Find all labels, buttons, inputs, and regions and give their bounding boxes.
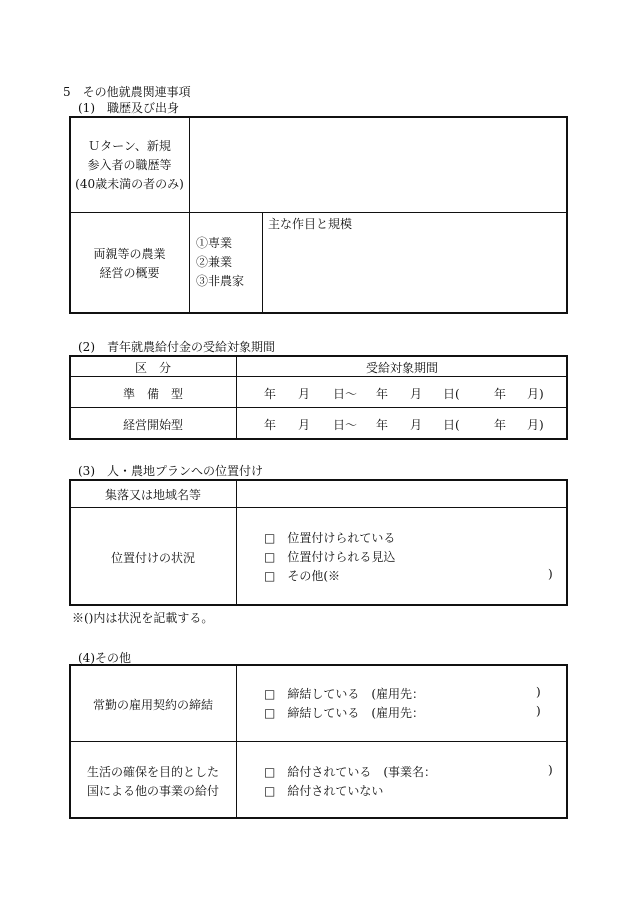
- check-other[interactable]: □ その他(※: [264, 569, 341, 583]
- main-crops-label: 主な作目と規模: [268, 217, 353, 231]
- plan-other-close: ): [548, 567, 553, 581]
- benefit-close: ): [548, 763, 553, 777]
- period-1-year: 年: [264, 387, 277, 401]
- period-2-duration-month: 月): [527, 418, 544, 432]
- career-table-divider: [189, 117, 190, 313]
- period-1-day-to: 日(: [443, 387, 460, 401]
- subsection-2-title: (2) 青年就農給付金の受給対象期間: [78, 340, 275, 354]
- career-table-inner-divider: [262, 212, 263, 313]
- period-2-year-to: 年: [376, 418, 389, 432]
- period-header-category: 区 分: [134, 361, 171, 375]
- employment-close-1: ): [536, 685, 541, 699]
- plan-table-divider: [236, 480, 237, 605]
- period-2-day-to: 日(: [443, 418, 460, 432]
- subsection-4-title: (4)その他: [78, 651, 131, 665]
- plan-status-checks: [264, 529, 395, 586]
- start-type-label: 経営開始型: [122, 418, 183, 432]
- subsection-1-title: (1) 職歴及び出身: [78, 101, 179, 115]
- check-positioned[interactable]: □ 位置付けられている: [264, 531, 396, 545]
- period-header-period: 受給対象期間: [365, 361, 438, 375]
- farm-type-options: ①専業 ②兼業 ③非農家: [196, 236, 245, 288]
- plan-table-row-line: [70, 507, 567, 508]
- career-table-row-divider: [70, 212, 567, 213]
- subsection-3-title: (3) 人・農地プランへの位置付け: [78, 464, 263, 478]
- check-contract-2[interactable]: □ 締結している (雇用先：: [264, 706, 425, 720]
- period-2-month: 月: [298, 418, 311, 432]
- check-benefit-not-received[interactable]: □ 給付されていない: [264, 784, 384, 798]
- period-1-year-to: 年: [376, 387, 389, 401]
- career-label: Ｕターン、新規 参入者の職歴等 (40歳未満の者のみ): [75, 139, 184, 191]
- check-contract-1[interactable]: □ 締結している (雇用先：: [264, 687, 425, 701]
- period-2-year: 年: [264, 418, 277, 432]
- check-expected[interactable]: □ 位置付けられる見込: [264, 550, 396, 564]
- parents-farm-label: 両親等の農業 経営の概要: [93, 247, 166, 280]
- plan-status-label: 位置付けの状況: [110, 551, 195, 565]
- employment-checks: [264, 685, 424, 723]
- period-1-month-to: 月: [410, 387, 423, 401]
- period-2-day-from: 日～: [333, 418, 358, 432]
- plan-note: ※()内は状況を記載する。: [72, 611, 214, 625]
- other-table-row-line: [70, 741, 567, 742]
- employment-contract-label: 常勤の雇用契約の締結: [92, 698, 213, 712]
- period-1-day-from: 日～: [333, 387, 358, 401]
- period-table-header-line: [70, 376, 567, 377]
- period-1-duration-month: 月): [527, 387, 544, 401]
- area-name-label: 集落又は地域名等: [104, 488, 201, 502]
- period-table-row-line: [70, 407, 567, 408]
- period-2-duration-year: 年: [494, 418, 507, 432]
- benefit-checks: [264, 763, 436, 801]
- period-2-month-to: 月: [410, 418, 423, 432]
- employment-close-2: ): [536, 704, 541, 718]
- check-benefit-received[interactable]: □ 給付されている (事業名：: [264, 765, 437, 779]
- prep-type-label: 準 備 型: [122, 387, 183, 401]
- section-title: 5 その他就農関連事項: [63, 85, 191, 99]
- period-1-duration-year: 年: [494, 387, 507, 401]
- period-1-month: 月: [298, 387, 311, 401]
- benefit-label: 生活の確保を目的とした 国による他の事業の給付: [86, 765, 219, 798]
